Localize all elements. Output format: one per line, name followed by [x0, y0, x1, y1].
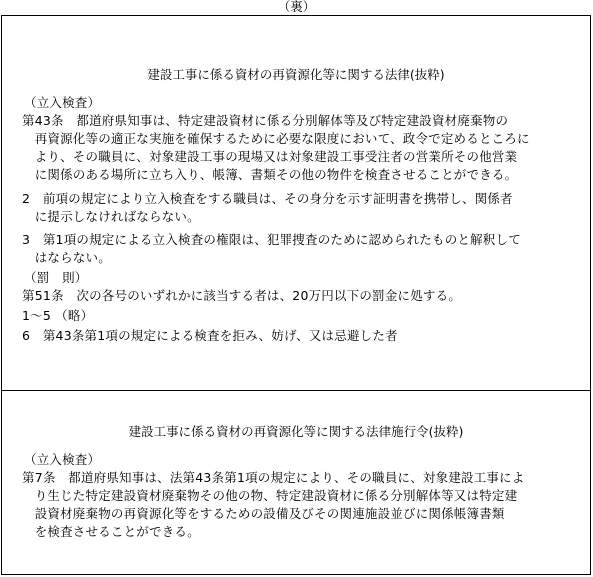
article7-heading: （立入検査） [24, 452, 101, 467]
article43-paragraph2: 2 前項の規定により立入検査をする職員は、その身分を示す証明書を携帯し、関係者 [22, 191, 513, 206]
section-divider [2, 390, 590, 391]
article7-line: 第7条 都道府県知事は、法第43条第1項の規定により、その職員に、対象建設工事によ [22, 470, 525, 485]
article43-paragraph2: に提示しなければならない。 [22, 209, 200, 224]
article51-item: 6 第43条第1項の規定による検査を拒み、妨げ、又は忌避した者 [22, 328, 398, 343]
article43-line: 第43条 都道府県知事は、特定建設資材に係る分別解体等及び特定建設資材廃棄物の [22, 113, 509, 128]
article7-line: を検査させることができる。 [22, 524, 200, 539]
article51-line: 第51条 次の各号のいずれかに該当する者は、20万円以下の罰金に処する。 [22, 288, 462, 303]
recycling-act-title: 建設工事に係る資材の再資源化等に関する法律(抜粋) [147, 67, 445, 82]
article43-paragraph3: 3 第1項の規定による立入検査の権限は、犯罪捜査のために認められたものと解釈して [22, 232, 521, 247]
article43-paragraph3: はならない。 [22, 250, 111, 265]
article43-line: より、その職員に、対象建設工事の現場又は対象建設工事受注者の営業所その他営業 [22, 149, 518, 164]
article51-item: 1～5 （略） [22, 308, 94, 323]
penalty-heading: （罰 則） [24, 270, 88, 285]
page-side-label: （裏） [277, 0, 316, 14]
enforcement-order-title: 建設工事に係る資材の再資源化等に関する法律施行令(抜粋) [128, 424, 464, 439]
document-frame [1, 15, 591, 575]
article7-line: り生じた特定建設資材廃棄物その他の物、特定建設資材に係る分別解体等又は特定建 [22, 488, 518, 503]
article7-line: 設資材廃棄物の再資源化等をするための設備及びその関連施設並びに関係帳簿書類 [22, 506, 505, 521]
article43-line: 再資源化等の適正な実施を確保するために必要な限度において、政令で定めるところに [22, 131, 530, 146]
article43-line: に関係のある場所に立ち入り、帳簿、書類その他の物件を検査させることができる。 [22, 167, 518, 182]
article43-heading: （立入検査） [24, 95, 101, 110]
